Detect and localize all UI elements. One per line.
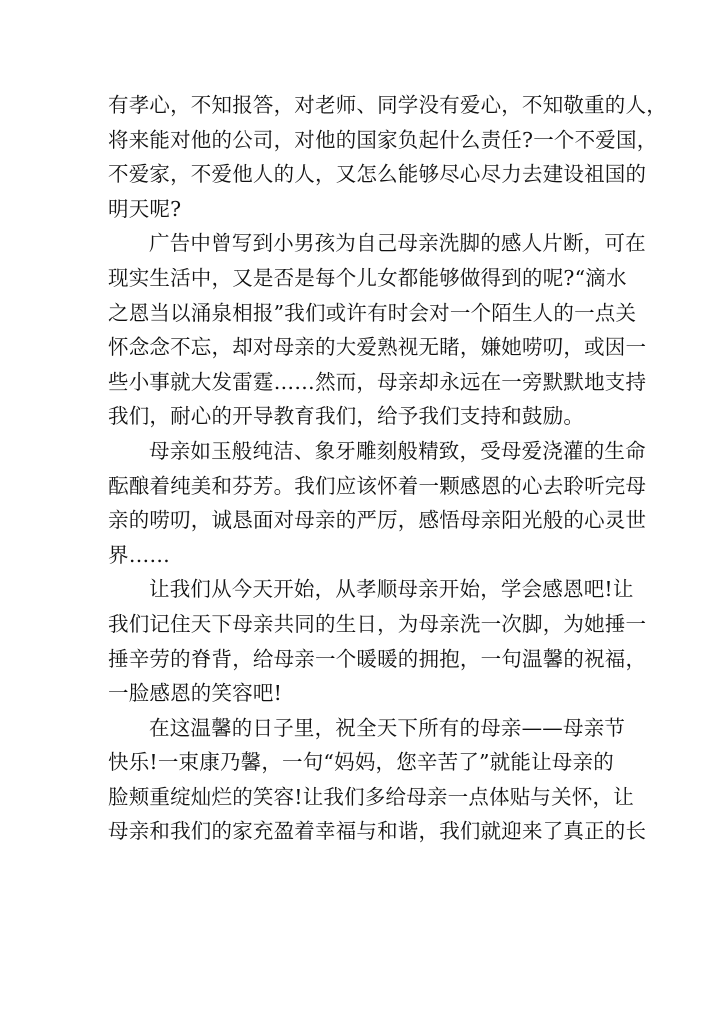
document-page — [108, 88, 667, 849]
text-line: 让我们从今天开始，从孝顺母亲开始，学会感恩吧!让 — [149, 577, 634, 602]
text-line: 在这温馨的日子里，祝全天下所有的母亲——母亲节 — [149, 715, 626, 740]
text-line: 之恩当以涌泉相报”我们或许有时会对一个陌生人的一点关 — [108, 300, 637, 325]
text-line: 有孝心，不知报答，对老师、同学没有爱心，不知敬重的人， — [108, 93, 667, 117]
text-line: 母亲如玉般纯洁、象牙雕刻般精致，受母爱浇灌的生命 — [149, 438, 646, 463]
text-line: 一脸感恩的笑容吧! — [108, 681, 283, 706]
paragraph-1 — [108, 88, 667, 226]
text-line: 将来能对他的公司，对他的国家负起什么责任?一个不爱国， — [108, 127, 658, 152]
text-line: 现实生活中，又是否是每个儿女都能够做得到的呢?“滴水 — [108, 265, 627, 290]
text-line: 母亲和我们的家充盈着幸福与和谐，我们就迎来了真正的长 — [108, 819, 647, 844]
text-line: 亲的唠叨，诚恳面对母亲的严厉，感悟母亲阳光般的心灵世 — [108, 508, 647, 533]
text-line: 酝酿着纯美和芬芳。我们应该怀着一颗感恩的心去聆听完母 — [108, 473, 647, 498]
text-line: 脸颊重绽灿烂的笑容!让我们多给母亲一点体贴与关怀，让 — [108, 784, 634, 809]
text-line: 快乐!一束康乃馨，一句“妈妈，您辛苦了”就能让母亲的 — [108, 750, 614, 775]
paragraph-5 — [108, 711, 647, 849]
paragraph-2 — [108, 226, 647, 434]
paragraph-4 — [108, 572, 647, 710]
text-line: 怀念念不忘，却对母亲的大爱熟视无睹，嫌她唠叨，或因一 — [108, 335, 647, 360]
text-line: 不爱家，不爱他人的人，又怎么能够尽心尽力去建设祖国的 — [108, 162, 647, 187]
text-line: 明天呢? — [108, 196, 182, 221]
paragraph-3 — [108, 434, 647, 572]
text-line: 界…… — [108, 542, 171, 567]
text-line: 捶辛劳的脊背，给母亲一个暖暖的拥抱，一句温馨的祝福， — [108, 646, 647, 671]
text-line: 些小事就大发雷霆……然而，母亲却永远在一旁默默地支持 — [108, 369, 647, 394]
text-line: 我们记住天下母亲共同的生日，为母亲洗一次脚，为她捶一 — [108, 611, 647, 636]
text-line: 广告中曾写到小男孩为自己母亲洗脚的感人片断，可在 — [149, 231, 646, 256]
text-line: 我们，耐心的开导教育我们，给予我们支持和鼓励。 — [108, 404, 585, 429]
